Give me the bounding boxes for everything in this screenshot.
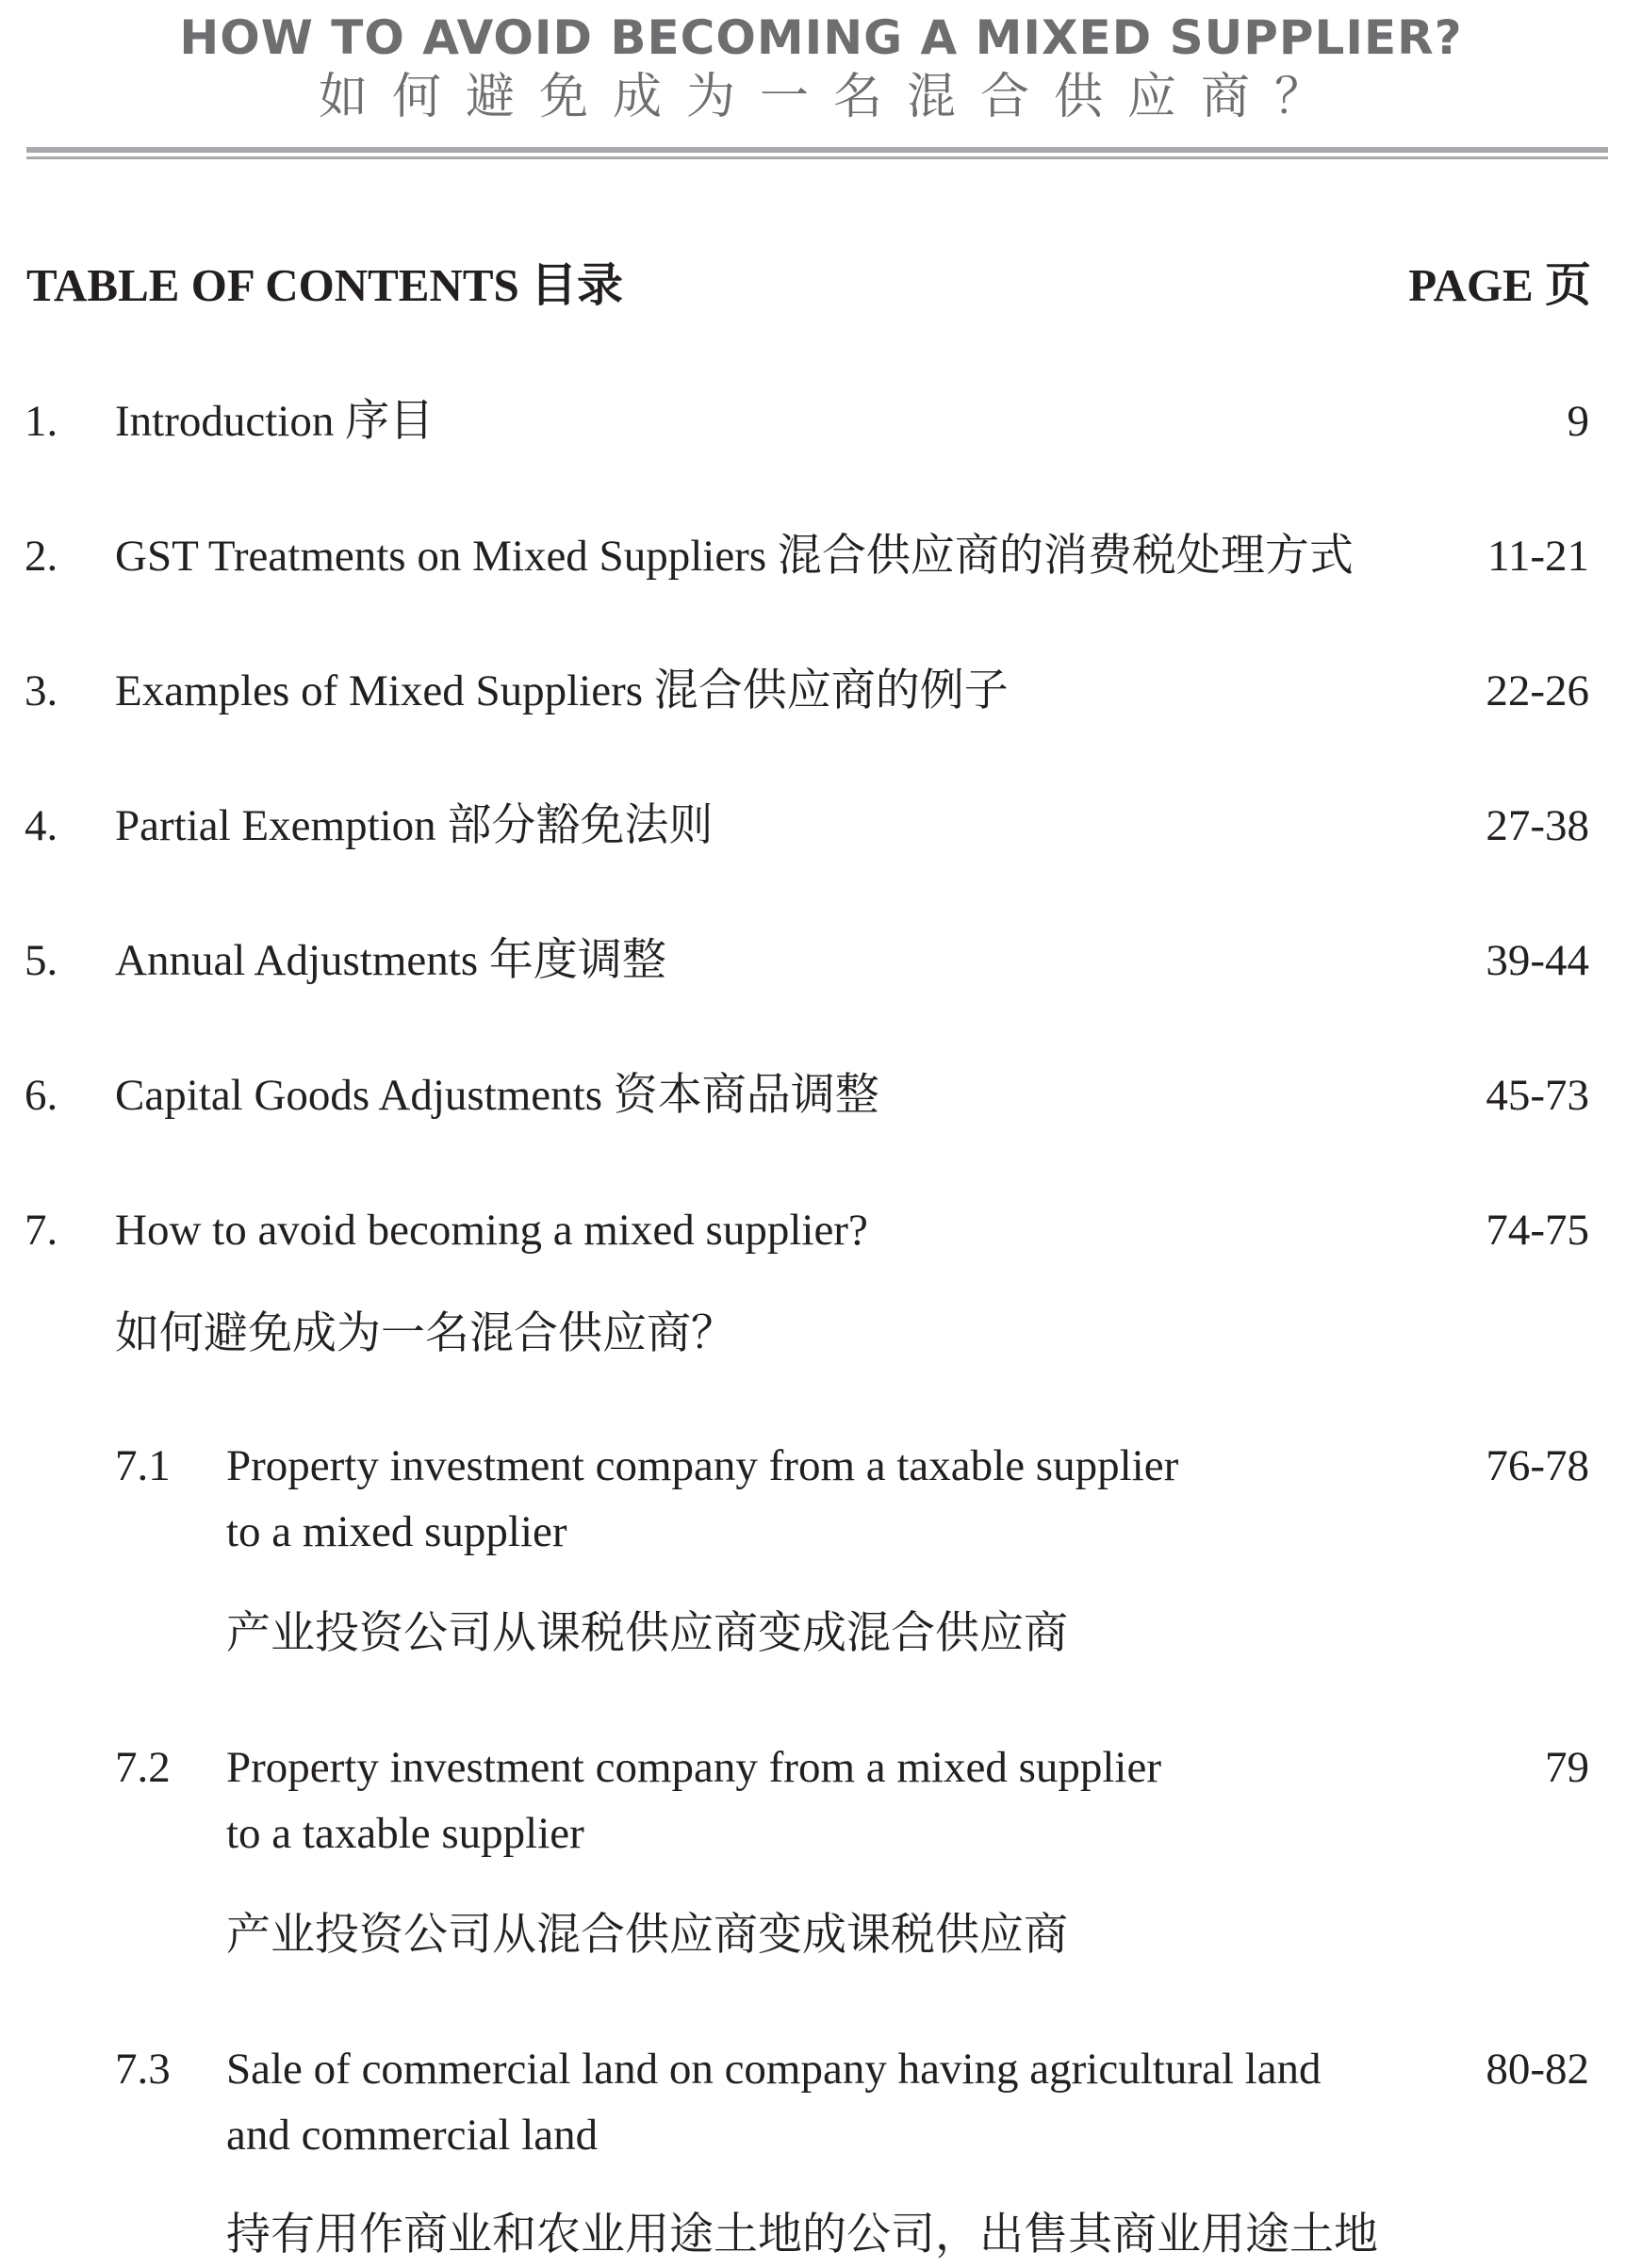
entry-page: 22-26 (1486, 666, 1589, 715)
entry-number: 3. (25, 666, 58, 715)
entry-number: 7. (25, 1206, 58, 1255)
entry-number: 2. (25, 532, 58, 581)
page-heading: PAGE 页 (1408, 259, 1591, 311)
entry-number: 1. (25, 397, 58, 446)
entry-page: 27-38 (1486, 801, 1589, 850)
entry-number: 4. (25, 801, 58, 850)
subentry-page: 76-78 (1486, 1441, 1589, 1490)
subentry-title-line2: and commercial land (226, 2111, 599, 2160)
subentry-title-line2: to a taxable supplier (226, 1809, 584, 1858)
subentry-title: Sale of commercial land on company having agricultural land (226, 2045, 1322, 2094)
toc-heading: TABLE OF CONTENTS 目录 (26, 259, 624, 311)
subentry-chinese-title: 产业投资公司从混合供应商变成课税供应商 (226, 1911, 1068, 1960)
subentry-title: Property investment company from a mixed supplier (226, 1743, 1162, 1792)
subentry-chinese-title: 产业投资公司从课税供应商变成混合供应商 (226, 1609, 1068, 1658)
subentry-title: Property investment company from a taxable supplier (226, 1441, 1179, 1490)
entry-title: GST Treatments on Mixed Suppliers 混合供应商的消费税处理方式 (115, 532, 1354, 581)
entry-title: Examples of Mixed Suppliers 混合供应商的例子 (115, 666, 1009, 715)
subentry-number: 7.3 (115, 2045, 171, 2094)
subentry-page: 79 (1545, 1743, 1589, 1792)
subentry-title-line2: to a mixed supplier (226, 1507, 567, 1556)
header-rule-thin (26, 156, 1608, 159)
subentry-page: 80-82 (1486, 2045, 1589, 2094)
subentry-number: 7.1 (115, 1441, 171, 1490)
header-title-english: HOW TO AVOID BECOMING A MIXED SUPPLIER? (179, 10, 1463, 65)
header-rule-thick (26, 147, 1608, 153)
entry-page: 45-73 (1486, 1071, 1589, 1120)
entry-number: 6. (25, 1071, 58, 1120)
entry-7-chinese-title: 如何避免成为一名混合供应商？ (115, 1309, 735, 1358)
entry-page: 74-75 (1486, 1206, 1589, 1255)
entry-title: Capital Goods Adjustments 资本商品调整 (115, 1071, 879, 1120)
entry-number: 5. (25, 936, 58, 985)
toc-heading-row (26, 253, 1591, 319)
entry-title: Partial Exemption 部分豁免法则 (115, 801, 714, 850)
entry-title: Annual Adjustments 年度调整 (115, 936, 666, 985)
header-title-chinese: 如何避免成为一名混合供应商？ (318, 69, 1348, 125)
subentry-chinese-title: 持有用作商业和农业用途土地的公司，出售其商业用途土地 (226, 2210, 1378, 2260)
entry-page: 11-21 (1487, 532, 1589, 581)
entry-title: How to avoid becoming a mixed supplier? (115, 1206, 868, 1255)
entry-page: 39-44 (1486, 936, 1589, 985)
entry-title: Introduction 序目 (115, 397, 435, 446)
subentry-number: 7.2 (115, 1743, 171, 1792)
entry-page: 9 (1567, 397, 1589, 446)
